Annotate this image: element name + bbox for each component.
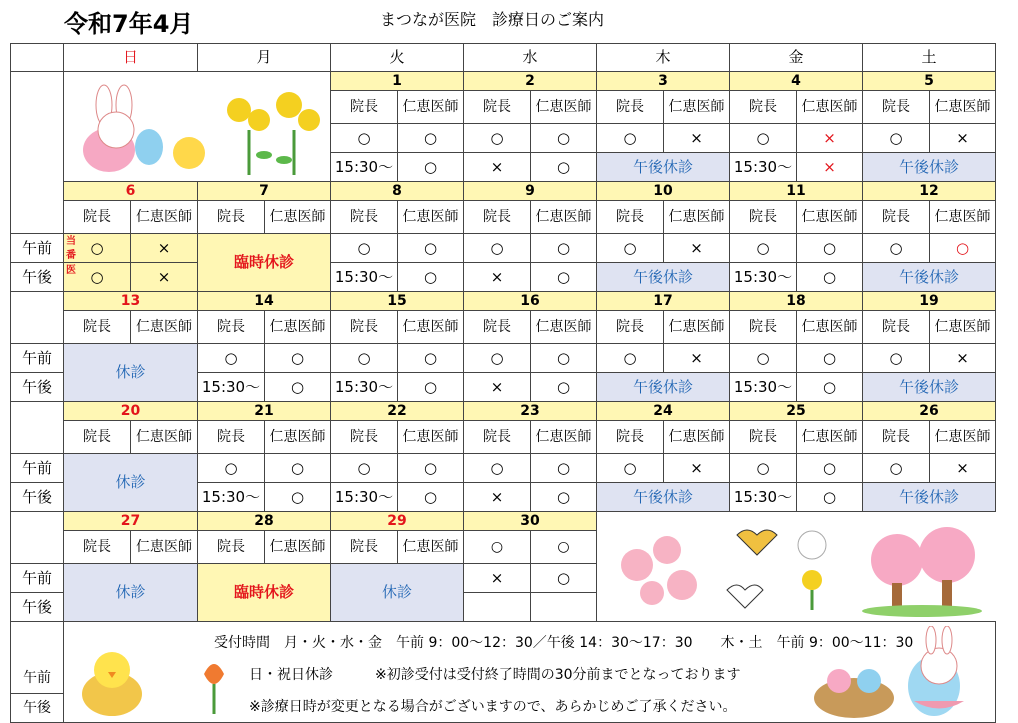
schedule-cell: 仁恵医師 [265,531,331,564]
schedule-cell: 仁恵医師 [664,421,730,454]
schedule-cell: 28 [198,512,331,531]
schedule-cell: 午前 [11,564,64,593]
schedule-cell: 15:30～ [730,373,797,402]
schedule-cell: ○ [797,373,863,402]
schedule-cell: ○ [265,373,331,402]
schedule-cell: ○ [331,344,398,373]
schedule-cell: 午後休診 [597,153,730,182]
corner-cell [11,44,64,72]
schedule-cell: 院長 [464,201,531,234]
schedule-cell: 10 [597,182,730,201]
weekday-thu: 木 [597,44,730,72]
schedule-cell: ○ [730,124,797,153]
schedule-cell: ○ [398,234,464,263]
schedule-cell: ○ [464,344,531,373]
rinji-closed: 臨時休診 [198,234,331,292]
schedule-cell: 30 [464,512,597,531]
schedule-cell: 仁恵医師 [131,311,198,344]
schedule-cell: 20 [64,402,198,421]
schedule-cell: 院長 [863,311,930,344]
schedule-cell: ○ [531,373,597,402]
schedule-cell: 仁恵医師 [930,201,996,234]
schedule-cell: 院長 [597,201,664,234]
schedule-cell: 仁恵医師 [797,421,863,454]
schedule-cell: ○ [464,124,531,153]
schedule-cell: 院長 [64,201,131,234]
schedule-cell: × [664,344,730,373]
schedule-cell: ○ [730,454,797,483]
schedule-cell: 15:30～ [331,153,398,182]
schedule-cell: 院長 [64,531,131,564]
schedule-cell: 午後休診 [597,373,730,402]
schedule-cell: 院長 [730,201,797,234]
schedule-cell: ○ [863,454,930,483]
schedule-cell: 院長 [331,201,398,234]
schedule-cell: 21 [198,402,331,421]
schedule-cell: 仁恵医師 [398,531,464,564]
schedule-cell: 院長 [331,421,398,454]
schedule-cell: ○ [531,454,597,483]
schedule-cell: ○ [531,234,597,263]
schedule-cell: ○ [597,454,664,483]
schedule-cell: ○ [531,124,597,153]
schedule-cell: × [797,124,863,153]
schedule-cell: 8 [331,182,464,201]
schedule-cell: ○ [331,124,398,153]
schedule-cell: 院長 [597,91,664,124]
schedule-cell: 26 [863,402,996,421]
schedule-cell: × [930,454,996,483]
schedule-cell: 院長 [597,421,664,454]
schedule-cell: 休診 [331,564,464,622]
schedule-cell: ○ [398,483,464,512]
schedule-cell: 院長 [464,91,531,124]
schedule-cell: ○ [863,124,930,153]
schedule-cell: 14 [198,292,331,311]
schedule-cell: ○ [797,483,863,512]
schedule-cell: 仁恵医師 [930,91,996,124]
schedule-cell: 院長 [863,91,930,124]
schedule-cell: × [464,564,531,593]
schedule-cell: 院長 [331,91,398,124]
weekday-tue: 火 [331,44,464,72]
schedule-cell: ○ [331,234,398,263]
schedule-cell: 18 [730,292,863,311]
schedule-cell: 午前 [11,234,64,263]
schedule-cell: 27 [64,512,198,531]
schedule-cell: ○ [863,234,930,263]
schedule-cell: 15:30～ [331,263,398,292]
weekday-header [11,44,996,72]
schedule-cell: 午後休診 [863,263,996,292]
schedule-cell: 仁恵医師 [265,421,331,454]
schedule-cell: ○ [797,234,863,263]
schedule-cell: 仁恵医師 [398,91,464,124]
schedule-cell: 院長 [64,421,131,454]
schedule-cell: ○ [531,344,597,373]
schedule-cell: 仁恵医師 [531,421,597,454]
schedule-cell: × [930,344,996,373]
schedule-cell: 院長 [464,421,531,454]
schedule-cell: ○ [797,263,863,292]
schedule-cell: ○ [464,234,531,263]
clinic-heading: まつなが医院 診療日のご案内 [380,10,605,29]
schedule-cell: ○ [531,263,597,292]
schedule-cell: ○ [398,373,464,402]
schedule-cell: ○ [464,454,531,483]
schedule-cell: 仁恵医師 [531,201,597,234]
schedule-cell: 午後休診 [863,483,996,512]
schedule-cell: ○ [398,344,464,373]
schedule-cell: 午前 午後 [11,622,64,723]
schedule-cell: 仁恵医師 [131,421,198,454]
schedule-cell: 仁恵医師 [531,311,597,344]
schedule-cell: 仁恵医師 [265,201,331,234]
schedule-cell: 15:30～ [198,483,265,512]
schedule-cell: ○ [797,454,863,483]
weekday-sat: 土 [863,44,996,72]
schedule-cell: 仁恵医師 [797,91,863,124]
schedule-cell: 院長 [863,201,930,234]
schedule-cell: 15:30～ [198,373,265,402]
schedule-cell: 午後 [11,483,64,512]
schedule-cell: 12 [863,182,996,201]
schedule-cell: ○ [198,344,265,373]
schedule-cell: 16 [464,292,597,311]
schedule-cell: 仁恵医師 [531,91,597,124]
schedule-cell: 午前 [11,454,64,483]
schedule-cell: 24 [597,402,730,421]
schedule-cell: ○ [398,454,464,483]
schedule-cell: 5 [863,72,996,91]
schedule-cell [11,182,64,234]
schedule-cell [11,72,64,182]
schedule-cell: 院長 [64,311,131,344]
schedule-cell: 休診 [64,454,198,512]
schedule-cell: ○ [730,344,797,373]
schedule-cell: × [664,124,730,153]
schedule-cell: 院長 [198,201,265,234]
schedule-cell: 15:30～ [331,373,398,402]
reception-hours: 受付時間 月・火・水・金 午前 9：00～12：30／午後 14：30～17：30 木・土 午前 9：00～11：30 [214,635,914,651]
schedule-cell: 仁恵医師 [664,311,730,344]
schedule-cell: ○ [730,234,797,263]
change-note: ※診療日時が変更となる場合がございますので、あらかじめご了承ください。 [249,699,737,715]
schedule-cell: 仁恵医師 [398,421,464,454]
schedule-cell: 15:30～ [730,263,797,292]
schedule-cell: 院長 [198,421,265,454]
weekday-mon: 月 [198,44,331,72]
schedule-cell: ○ [930,234,996,263]
schedule-cell: × [464,263,531,292]
schedule-cell: 休診 [64,344,198,402]
schedule-cell: 7 [198,182,331,201]
schedule-cell: 29 [331,512,464,531]
schedule-cell: 午前 [11,344,64,373]
schedule-cell: × [797,153,863,182]
schedule-cell: 午後休診 [597,483,730,512]
schedule-cell: 仁恵医師 [398,311,464,344]
schedule-cell: 仁恵医師 [398,201,464,234]
schedule-cell: × [131,263,198,292]
schedule-cell: 22 [331,402,464,421]
schedule-cell: ○ [464,531,531,564]
schedule-cell: 13 [64,292,198,311]
schedule-cell: 仁恵医師 [664,201,730,234]
calendar-table [10,43,996,723]
schedule-cell: 当 番 ○ [64,234,131,263]
schedule-cell: 午後 [11,373,64,402]
schedule-cell: 仁恵医師 [797,311,863,344]
schedule-cell: 休診 [64,564,198,622]
schedule-cell: 15:30～ [331,483,398,512]
schedule-cell: ○ [597,234,664,263]
schedule-cell: 午後休診 [863,373,996,402]
page-title: 令和7年4月 [64,10,194,38]
schedule-cell: 4 [730,72,863,91]
schedule-cell: 臨時休診 [198,564,331,622]
weekday-wed: 水 [464,44,597,72]
schedule-cell: 15 [331,292,464,311]
schedule-cell: ○ [265,483,331,512]
schedule-cell: 仁恵医師 [131,201,198,234]
schedule-cell [464,593,531,622]
footer-notes [64,622,995,722]
schedule-cell: ○ [265,454,331,483]
schedule-cell: ○ [531,153,597,182]
schedule-cell: ○ [398,153,464,182]
holiday-note: 日・祝日休診 ※初診受付は受付終了時間の30分前までとなっております [249,667,741,683]
weekday-sun: 日 [64,44,198,72]
schedule-cell: ○ [531,564,597,593]
spring-illustration-bunny [64,72,331,182]
schedule-cell: ○ [398,124,464,153]
schedule-cell: ○ [265,344,331,373]
schedule-cell [531,593,597,622]
schedule-cell: ○ [198,454,265,483]
schedule-cell [11,292,64,344]
schedule-cell: 院長 [198,531,265,564]
schedule-cell: × [664,234,730,263]
schedule-cell: 2 [464,72,597,91]
schedule-cell [64,622,996,723]
schedule-cell: 仁恵医師 [930,421,996,454]
schedule-cell: 院長 [198,311,265,344]
schedule-cell: 仁恵医師 [265,311,331,344]
schedule-cell: 仁恵医師 [664,91,730,124]
schedule-cell: 午後 [11,263,64,292]
schedule-cell: 6 [64,182,198,201]
schedule-cell: 午後休診 [597,263,730,292]
schedule-cell: 仁恵医師 [131,531,198,564]
schedule-cell: 15:30～ [730,483,797,512]
schedule-cell: 午後 [11,593,64,622]
schedule-cell: 院長 [730,421,797,454]
weekday-fri: 金 [730,44,863,72]
schedule-cell: 25 [730,402,863,421]
schedule-cell: × [464,153,531,182]
schedule-cell: 23 [464,402,597,421]
schedule-cell: ○ [531,531,597,564]
schedule-cell: ○ [331,454,398,483]
schedule-cell: 午後休診 [863,153,996,182]
schedule-cell [11,402,64,454]
schedule-cell: × [664,454,730,483]
schedule-cell: 15:30～ [730,153,797,182]
schedule-cell: 院長 [863,421,930,454]
schedule-cell: 仁恵医師 [797,201,863,234]
schedule-cell: 医 ○ [64,263,131,292]
schedule-cell: 院長 [597,311,664,344]
schedule-cell: × [930,124,996,153]
schedule-cell: 院長 [331,531,398,564]
schedule-cell: ○ [597,124,664,153]
schedule-cell: × [464,483,531,512]
schedule-cell: 3 [597,72,730,91]
schedule-cell: ○ [531,483,597,512]
schedule-cell: 17 [597,292,730,311]
schedule-cell: 1 [331,72,464,91]
schedule-cell [11,512,64,564]
schedule-cell: × [464,373,531,402]
schedule-cell: ○ [797,344,863,373]
schedule-cell: 院長 [464,311,531,344]
schedule-cell: 9 [464,182,597,201]
schedule-cell: ○ [398,263,464,292]
schedule-cell: ○ [863,344,930,373]
schedule-cell: 院長 [331,311,398,344]
schedule-cell: ○ [597,344,664,373]
schedule-cell: 19 [863,292,996,311]
schedule-cell: 院長 [730,91,797,124]
schedule-cell: × [131,234,198,263]
schedule-cell: 院長 [730,311,797,344]
spring-illustration-flowers [597,512,996,622]
schedule-cell: 11 [730,182,863,201]
schedule-cell: 仁恵医師 [930,311,996,344]
